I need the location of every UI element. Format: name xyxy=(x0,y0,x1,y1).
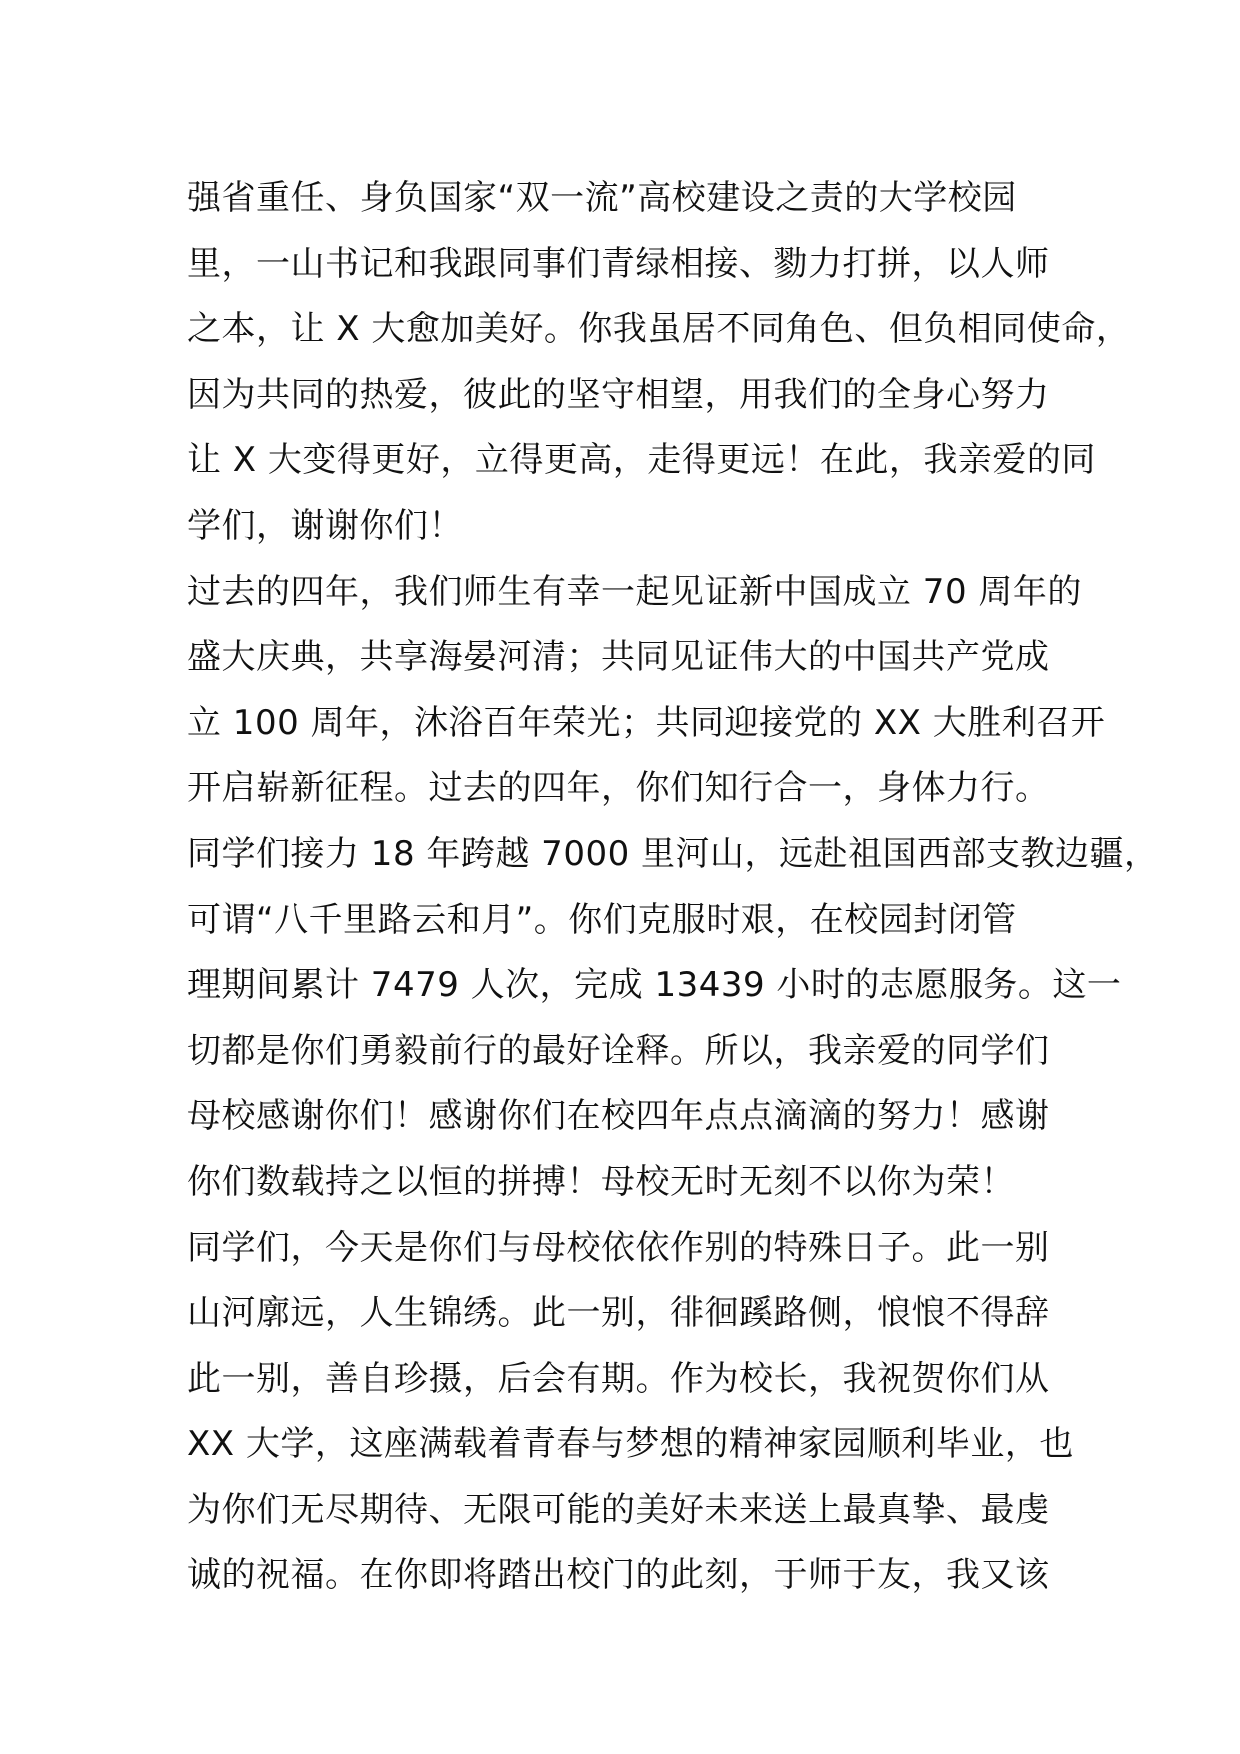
text-line: 因为共同的热爱，彼此的坚守相望，用我们的全身心努力 xyxy=(187,374,1050,415)
text-line: 切都是你们勇毅前行的最好诠释。所以，我亲爱的同学们 xyxy=(187,1030,1050,1071)
text-line: 开启崭新征程。过去的四年，你们知行合一，身体力行。 xyxy=(187,768,1050,809)
text-line: 山河廓远，人生锦绣。此一别，徘徊蹊路侧，悢悢不得辞 xyxy=(187,1293,1050,1334)
text-line: 同学们，今天是你们与母校依依作别的特殊日子。此一别 xyxy=(187,1227,1050,1268)
text-line: 诚的祝福。在你即将踏出校门的此刻，于师于友，我又该 xyxy=(187,1555,1050,1596)
text-line: 盛大庆典，共享海晏河清；共同见证伟大的中国共产党成 xyxy=(187,637,1050,678)
text-line: 为你们无尽期待、无限可能的美好未来送上最真挚、最虔 xyxy=(187,1489,1050,1530)
text-line: XX 大学，这座满载着青春与梦想的精神家园顺利毕业，也 xyxy=(187,1424,1074,1465)
text-line: 强省重任、身负国家“双一流”高校建设之责的大学校园 xyxy=(187,178,1017,218)
text-line: 理期间累计 7479 人次，完成 13439 小时的志愿服务。这一 xyxy=(187,965,1122,1006)
text-line: 之本，让 X 大愈加美好。你我虽居不同角色、但负相同使命， xyxy=(187,309,1131,350)
text-line: 你们数载持之以恒的拼搏！母校无时无刻不以你为荣！ xyxy=(187,1161,1015,1202)
text-line: 过去的四年，我们师生有幸一起见证新中国成立 70 周年的 xyxy=(187,571,1082,612)
text-line: 同学们接力 18 年跨越 7000 里河山，远赴祖国西部支教边疆， xyxy=(187,833,1159,874)
text-line: 可谓“八千里路云和月”。你们克服时艰，在校园封闭管 xyxy=(187,899,1017,940)
body-text xyxy=(187,166,1159,1609)
text-line: 母校感谢你们！感谢你们在校四年点点滴滴的努力！感谢 xyxy=(187,1096,1050,1137)
text-line: 里，一山书记和我跟同事们青绿相接、勠力打拼，以人师 xyxy=(187,243,1050,284)
text-line: 学们，谢谢你们！ xyxy=(187,505,463,546)
text-line: 此一别，善自珍摄，后会有期。作为校长，我祝贺你们从 xyxy=(187,1358,1050,1399)
text-line: 让 X 大变得更好，立得更高，走得更远！在此，我亲爱的同 xyxy=(187,440,1096,481)
text-line: 立 100 周年，沐浴百年荣光；共同迎接党的 XX 大胜利召开 xyxy=(187,702,1106,743)
